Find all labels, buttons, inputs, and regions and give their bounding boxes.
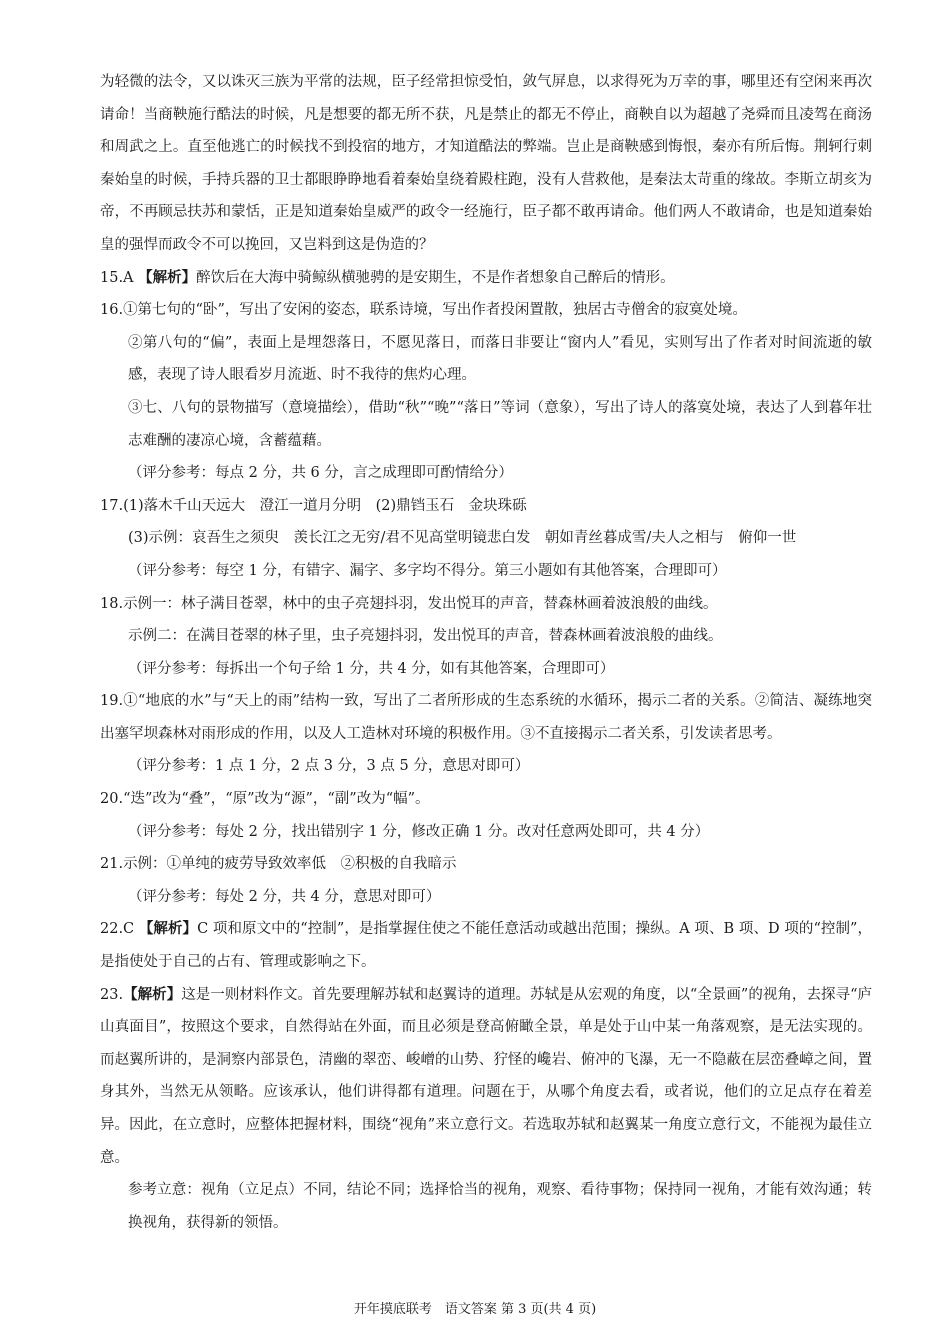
answer-17-line-2: (3)示例：哀吾生之须臾 羡长江之无穷/君不见高堂明镜悲白发 朝如青丝暮成雪/夫人之相与 俯仰一世 <box>128 530 797 547</box>
answer-21 <box>100 848 872 913</box>
answer-16-point-1 <box>100 294 872 327</box>
answer-number: 16. <box>100 302 124 319</box>
scoring-note: （评分参考：每拆出一个句子给 1 分，共 4 分，如有其他答案，合理即可） <box>128 660 615 677</box>
answer-number: 18. <box>100 595 124 612</box>
answer-16 <box>100 294 872 490</box>
answer-20-text <box>100 783 872 816</box>
answer-number: 17. <box>100 497 124 514</box>
line-text: 示例一：林子满目苍翠，林中的虫子亮翅抖羽，发出悦耳的声音，替森林画着波浪般的曲线。 <box>123 595 718 612</box>
answer-22 <box>100 913 872 978</box>
intro-paragraph: 为轻微的法令，又以诛灭三族为平常的法规，臣子经常担惊受怕，敛气屏息，以求得死为万幸的事，哪里还有空闲来再次请命！当商鞅施行酷法的时候，凡是想要的都无所不获，凡是禁止的都无不停止，商鞅自以为超越了尧舜而且凌驾在商汤和周武之上。直至他逃亡的时候找不到投宿的地方，才知道酷法的弊端。岂止是商鞅感到悔恨，秦亦有所后悔。荆轲行刺秦始皇的时候，手持兵器的卫士都眼睁睁地看着秦始皇绕着殿柱跑，没有人营救他，是秦法太苛重的缘故。李斯立胡亥为帝，不再顾忌扶苏和蒙恬，正是知道秦始皇威严的政令一经施行，臣子都不敢再请命。他们两人不敢请命，也是知道秦始皇的强悍而政令不可以挽回，又岂料到这是伪造的？ <box>100 74 872 253</box>
scoring-note: （评分参考：每处 2 分，找出错别字 1 分，修改正确 1 分。改对任意两处即可，共 4 分） <box>128 823 710 840</box>
line-text: (1)落木千山天远大 澄江一道月分明 (2)鼎铛玉石 金块珠砾 <box>123 497 527 514</box>
answer-text: ①“地底的水”与“天上的雨”结构一致，写出了二者所形成的生态系统的水循环，揭示二者的关系。②简洁、凝练地突出塞罕坝森林对雨形成的作用，以及人工造林对环境的积极作用。③不直接揭示二者关系，引发读者思考。 <box>100 693 872 742</box>
answer-21-text <box>100 848 872 881</box>
analysis-tag: 【解析】 <box>138 268 197 286</box>
answer-16-point-2: ②第八句的“偏”，表面上是埋怨落日，不愿见落日，而落日非要让“窗内人”看见，实则写出了作者对时间流逝的敏感，表现了诗人眼看岁月流逝、时不我待的焦灼心理。 <box>128 334 872 384</box>
answer-18-example-1 <box>100 588 872 621</box>
answer-text: “迭”改为“叠”，“原”改为“源”，“副”改为“幅”。 <box>123 791 430 808</box>
answer-text: 醉饮后在大海中骑鲸纵横驰骋的是安期生，不是作者想象自己醉后的情形。 <box>196 269 675 286</box>
answer-number: 23. <box>100 986 124 1003</box>
page-footer: 开年摸底联考 语文答案 第 3 页(共 4 页) <box>353 1302 597 1317</box>
answer-18 <box>100 588 872 686</box>
answer-15 <box>100 262 872 295</box>
scoring-note: （评分参考：1 点 1 分，2 点 3 分，3 点 5 分，意思对即可） <box>128 758 530 775</box>
reference-theme: 参考立意：视角（立足点）不同，结论不同；选择恰当的视角，观察、看待事物；保持同一视角，才能有效沟通；转换视角，获得新的领悟。 <box>128 1182 872 1231</box>
scoring-note: （评分参考：每处 2 分，共 4 分，意思对即可） <box>128 888 441 905</box>
answer-number: 19. <box>100 693 124 710</box>
scoring-note: （评分参考：每点 2 分，共 6 分，言之成理即可酌情给分） <box>128 465 513 482</box>
scoring-note: （评分参考：每空 1 分，有错字、漏字、多字均不得分。第三小题如有其他答案，合理即可） <box>128 562 727 579</box>
answer-17 <box>100 490 872 588</box>
answer-23-analysis <box>100 979 872 1175</box>
answer-16-point-3: ③七、八句的景物描写（意境描绘），借助“秋”“晚”“落日”等词（意象），写出了诗人的落寞处境，表达了人到暮年壮志难酬的凄凉心境，含蓄蕴藉。 <box>128 399 872 449</box>
answer-number: 21. <box>100 856 124 873</box>
answer-18-example-2: 示例二：在满目苍翠的林子里，虫子亮翅抖羽，发出悦耳的声音，替森林画着波浪般的曲线。 <box>128 628 723 645</box>
answer-17-line-1 <box>100 490 872 523</box>
answer-19-text <box>100 685 872 750</box>
answer-number: 22.C <box>100 921 135 938</box>
point-text: ①第七句的“卧”，写出了安闲的姿态，联系诗境，写出作者投闲置散，独居古寺僧舍的寂寞处境。 <box>123 302 747 319</box>
analysis-tag: 【解析】 <box>123 985 182 1003</box>
page-content <box>100 66 872 1239</box>
answer-20 <box>100 783 872 848</box>
answer-text: 示例：①单纯的疲劳导致效率低 ②积极的自我暗示 <box>123 856 457 873</box>
answer-text: 这是一则材料作文。首先要理解苏轼和赵翼诗的道理。苏轼是从宏观的角度，以“全景画”的视角，去探寻“庐山真面目”，按照这个要求，自然得站在外面，而且必须是登高俯瞰全景，单是处于山中某一角落观察，是无法实现的。而赵翼所讲的，是洞察内部景色，清幽的翠峦、峻嶒的山势、狞怪的巉岩、俯冲的飞瀑，无一不隐蔽在层峦叠嶂之间，置身其外，当然无从领略。应该承认，他们讲得都有道理。问题在于，从哪个角度去看，或者说，他们的立足点存在着差异。因此，在立意时，应整体把握材料，围绕“视角”来立意行文。若选取苏轼和赵翼某一角度立意行文，不能视为最佳立意。 <box>100 986 873 1166</box>
analysis-tag: 【解析】 <box>138 920 198 938</box>
answer-19 <box>100 685 872 783</box>
answer-23 <box>100 979 872 1240</box>
answer-number: 20. <box>100 791 124 808</box>
answer-number: 15.A <box>100 269 134 286</box>
answer-text: C 项和原文中的“控制”，是指掌握住使之不能任意活动或越出范围；操纵。A 项、B 项、D 项的“控制”，是指使处于自己的占有、管理或影响之下。 <box>100 921 873 971</box>
